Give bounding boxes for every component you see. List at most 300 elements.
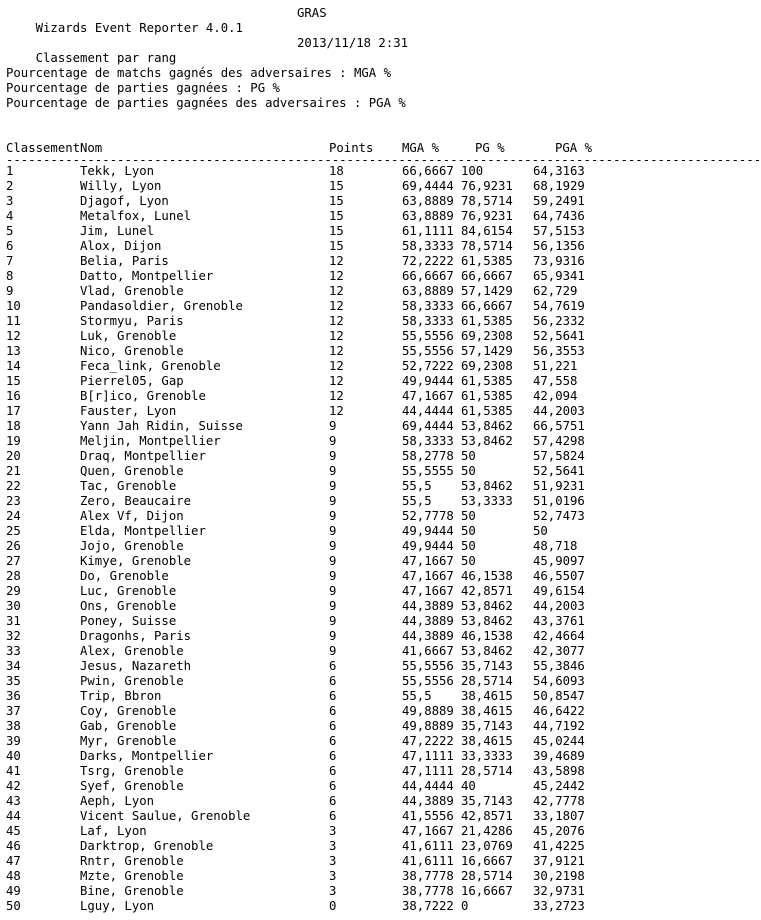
cell-pga: 57,4298 xyxy=(533,434,585,448)
cell-name: Mzte, Grenoble xyxy=(80,869,184,883)
cell-rank: 48 xyxy=(6,869,21,883)
cell-pg: 61,5385 xyxy=(461,254,513,268)
cell-pga: 52,5641 xyxy=(533,329,585,343)
cell-pg: 16,6667 xyxy=(461,854,513,868)
table-row xyxy=(6,734,610,749)
cell-name: Trip, Bbron xyxy=(80,689,162,703)
cell-mga: 66,6667 xyxy=(402,269,454,283)
cell-pga: 49,6154 xyxy=(533,584,585,598)
table-row xyxy=(6,419,610,434)
cell-rank: 50 xyxy=(6,899,21,913)
cell-pg: 35,7143 xyxy=(461,719,513,733)
cell-mga: 44,4444 xyxy=(402,404,454,418)
cell-pg: 61,5385 xyxy=(461,314,513,328)
cell-mga: 44,3889 xyxy=(402,629,454,643)
table-row xyxy=(6,239,610,254)
cell-name: Alex, Grenoble xyxy=(80,644,184,658)
table-row xyxy=(6,659,610,674)
cell-mga: 55,5556 xyxy=(402,659,454,673)
cell-name: Darks, Montpellier xyxy=(80,749,214,763)
cell-points: 6 xyxy=(329,659,337,673)
cell-points: 3 xyxy=(329,884,337,898)
cell-name: Pandasoldier, Grenoble xyxy=(80,299,243,313)
cell-pg: 35,7143 xyxy=(461,794,513,808)
cell-name: Quen, Grenoble xyxy=(80,464,184,478)
cell-rank: 16 xyxy=(6,389,21,403)
legend-line-pg: Pourcentage de parties gagnées : PG % xyxy=(6,81,280,95)
cell-mga: 58,3333 xyxy=(402,239,454,253)
table-row xyxy=(6,614,610,629)
cell-rank: 23 xyxy=(6,494,21,508)
cell-pg: 61,5385 xyxy=(461,404,513,418)
cell-pg: 69,2308 xyxy=(461,359,513,373)
cell-name: Darktrop, Grenoble xyxy=(80,839,214,853)
standings-table-body xyxy=(6,164,610,914)
cell-name: Do, Grenoble xyxy=(80,569,169,583)
subtitle-line xyxy=(6,36,610,65)
cell-rank: 3 xyxy=(6,194,14,208)
cell-rank: 41 xyxy=(6,764,21,778)
cell-rank: 12 xyxy=(6,329,21,343)
cell-rank: 22 xyxy=(6,479,21,493)
cell-pg: 57,1429 xyxy=(461,284,513,298)
cell-mga: 47,2222 xyxy=(402,734,454,748)
cell-points: 15 xyxy=(329,239,344,253)
table-row xyxy=(6,554,610,569)
cell-mga: 38,7222 xyxy=(402,899,454,913)
cell-points: 9 xyxy=(329,434,337,448)
cell-pga: 51,221 xyxy=(533,359,578,373)
cell-mga: 55,5556 xyxy=(402,329,454,343)
cell-points: 3 xyxy=(329,869,337,883)
cell-mga: 55,5 xyxy=(402,494,432,508)
cell-rank: 4 xyxy=(6,209,14,223)
legend-line-pga: Pourcentage de parties gagnées des adversaires : PGA % xyxy=(6,96,406,110)
cell-points: 12 xyxy=(329,389,344,403)
cell-mga: 47,1667 xyxy=(402,389,454,403)
cell-points: 9 xyxy=(329,509,337,523)
header-name: Nom xyxy=(80,141,103,155)
cell-mga: 58,2778 xyxy=(402,449,454,463)
cell-rank: 49 xyxy=(6,884,21,898)
cell-pg: 28,5714 xyxy=(461,674,513,688)
cell-name: Alox, Dijon xyxy=(80,239,162,253)
cell-points: 9 xyxy=(329,614,337,628)
cell-name: Jesus, Nazareth xyxy=(80,659,192,673)
table-row xyxy=(6,164,610,179)
cell-rank: 21 xyxy=(6,464,21,478)
cell-pg: 38,4615 xyxy=(461,689,513,703)
table-row xyxy=(6,344,610,359)
table-row xyxy=(6,719,610,734)
cell-pga: 64,3163 xyxy=(533,164,585,178)
cell-name: Coy, Grenoble xyxy=(80,704,177,718)
cell-rank: 8 xyxy=(6,269,14,283)
cell-name: Aeph, Lyon xyxy=(80,794,155,808)
cell-pga: 56,3553 xyxy=(533,344,585,358)
table-row xyxy=(6,689,610,704)
cell-mga: 49,9444 xyxy=(402,374,454,388)
cell-mga: 72,2222 xyxy=(402,254,454,268)
cell-points: 12 xyxy=(329,404,344,418)
cell-pga: 52,5641 xyxy=(533,464,585,478)
cell-mga: 47,1667 xyxy=(402,584,454,598)
header-points: Points xyxy=(329,141,374,155)
cell-pga: 44,2003 xyxy=(533,404,585,418)
cell-pg: 84,6154 xyxy=(461,224,513,238)
header-pga: PGA % xyxy=(555,141,593,155)
cell-pga: 56,2332 xyxy=(533,314,585,328)
header-rank: Classement xyxy=(6,141,81,155)
cell-mga: 44,3889 xyxy=(402,794,454,808)
cell-rank: 6 xyxy=(6,239,14,253)
cell-points: 15 xyxy=(329,209,344,223)
cell-rank: 18 xyxy=(6,419,21,433)
cell-pg: 50 xyxy=(461,524,476,538)
cell-mga: 58,3333 xyxy=(402,434,454,448)
cell-rank: 15 xyxy=(6,374,21,388)
header-separator: ------------------------------------------------------------------------------------------------------ xyxy=(6,153,761,167)
table-row xyxy=(6,224,610,239)
table-row xyxy=(6,359,610,374)
cell-pga: 54,6093 xyxy=(533,674,585,688)
cell-rank: 35 xyxy=(6,674,21,688)
cell-rank: 32 xyxy=(6,629,21,643)
cell-pg: 66,6667 xyxy=(461,269,513,283)
cell-name: Bine, Grenoble xyxy=(80,884,184,898)
cell-rank: 36 xyxy=(6,689,21,703)
cell-pg: 57,1429 xyxy=(461,344,513,358)
table-row xyxy=(6,644,610,659)
cell-points: 9 xyxy=(329,494,337,508)
cell-rank: 45 xyxy=(6,824,21,838)
cell-pg: 40 xyxy=(461,779,476,793)
cell-rank: 46 xyxy=(6,839,21,853)
cell-mga: 44,3889 xyxy=(402,599,454,613)
cell-pga: 43,3761 xyxy=(533,614,585,628)
cell-rank: 1 xyxy=(6,164,14,178)
cell-rank: 13 xyxy=(6,344,21,358)
table-row xyxy=(6,599,610,614)
cell-rank: 38 xyxy=(6,719,21,733)
cell-pga: 62,729 xyxy=(533,284,578,298)
cell-pg: 53,8462 xyxy=(461,644,513,658)
cell-mga: 55,5 xyxy=(402,479,432,493)
cell-name: Djagof, Lyon xyxy=(80,194,169,208)
cell-rank: 47 xyxy=(6,854,21,868)
cell-pga: 57,5153 xyxy=(533,224,585,238)
cell-points: 18 xyxy=(329,164,344,178)
cell-pga: 55,3846 xyxy=(533,659,585,673)
cell-rank: 9 xyxy=(6,284,14,298)
cell-points: 6 xyxy=(329,674,337,688)
cell-name: Rntr, Grenoble xyxy=(80,854,184,868)
cell-rank: 43 xyxy=(6,794,21,808)
cell-rank: 29 xyxy=(6,584,21,598)
cell-mga: 47,1667 xyxy=(402,554,454,568)
cell-pga: 52,7473 xyxy=(533,509,585,523)
cell-mga: 52,7222 xyxy=(402,359,454,373)
cell-pg: 61,5385 xyxy=(461,374,513,388)
cell-pg: 78,5714 xyxy=(461,194,513,208)
cell-pg: 21,4286 xyxy=(461,824,513,838)
table-row xyxy=(6,284,610,299)
table-row xyxy=(6,569,610,584)
cell-pga: 33,2723 xyxy=(533,899,585,913)
cell-pg: 16,6667 xyxy=(461,884,513,898)
cell-rank: 27 xyxy=(6,554,21,568)
cell-pga: 30,2198 xyxy=(533,869,585,883)
cell-mga: 55,5555 xyxy=(402,464,454,478)
cell-points: 12 xyxy=(329,269,344,283)
cell-rank: 33 xyxy=(6,644,21,658)
cell-name: Laf, Lyon xyxy=(80,824,147,838)
cell-pg: 42,8571 xyxy=(461,809,513,823)
report-timestamp: 2013/11/18 2:31 xyxy=(297,36,409,50)
cell-points: 12 xyxy=(329,284,344,298)
cell-name: Pierrel05, Gap xyxy=(80,374,184,388)
cell-pg: 28,5714 xyxy=(461,869,513,883)
cell-rank: 7 xyxy=(6,254,14,268)
cell-pg: 53,8462 xyxy=(461,419,513,433)
cell-mga: 41,5556 xyxy=(402,809,454,823)
cell-rank: 20 xyxy=(6,449,21,463)
cell-rank: 39 xyxy=(6,734,21,748)
cell-pga: 37,9121 xyxy=(533,854,585,868)
table-row xyxy=(6,374,610,389)
cell-mga: 63,8889 xyxy=(402,284,454,298)
cell-pg: 33,3333 xyxy=(461,749,513,763)
cell-pga: 33,1807 xyxy=(533,809,585,823)
cell-rank: 14 xyxy=(6,359,21,373)
cell-name: Datto, Montpellier xyxy=(80,269,214,283)
table-row xyxy=(6,179,610,194)
event-name: GRAS xyxy=(297,6,327,20)
cell-points: 9 xyxy=(329,524,337,538)
cell-pg: 50 xyxy=(461,539,476,553)
cell-pg: 50 xyxy=(461,554,476,568)
cell-name: Poney, Suisse xyxy=(80,614,177,628)
cell-rank: 37 xyxy=(6,704,21,718)
cell-points: 3 xyxy=(329,824,337,838)
table-row xyxy=(6,539,610,554)
report-page xyxy=(6,6,761,914)
cell-mga: 49,8889 xyxy=(402,704,454,718)
legend-line-mga: Pourcentage de matchs gagnés des adversaires : MGA % xyxy=(6,66,391,80)
cell-pg: 23,0769 xyxy=(461,839,513,853)
app-title-line xyxy=(6,6,610,35)
cell-rank: 11 xyxy=(6,314,21,328)
cell-pga: 66,5751 xyxy=(533,419,585,433)
cell-pg: 50 xyxy=(461,464,476,478)
cell-pga: 45,0244 xyxy=(533,734,585,748)
cell-name: Dragonhs, Paris xyxy=(80,629,192,643)
cell-pga: 41,4225 xyxy=(533,839,585,853)
cell-points: 15 xyxy=(329,224,344,238)
cell-pg: 46,1538 xyxy=(461,569,513,583)
cell-name: Ons, Grenoble xyxy=(80,599,177,613)
cell-points: 3 xyxy=(329,854,337,868)
cell-pg: 69,2308 xyxy=(461,329,513,343)
cell-points: 9 xyxy=(329,629,337,643)
cell-pga: 45,2076 xyxy=(533,824,585,838)
cell-pg: 38,4615 xyxy=(461,734,513,748)
cell-rank: 2 xyxy=(6,179,14,193)
cell-points: 6 xyxy=(329,689,337,703)
cell-name: Luc, Grenoble xyxy=(80,584,177,598)
table-row xyxy=(6,464,610,479)
cell-pga: 42,4664 xyxy=(533,629,585,643)
cell-points: 6 xyxy=(329,719,337,733)
cell-rank: 25 xyxy=(6,524,21,538)
cell-pg: 50 xyxy=(461,509,476,523)
table-row xyxy=(6,824,610,839)
app-name: Wizards Event Reporter 4.0.1 xyxy=(35,21,243,35)
cell-name: Belia, Paris xyxy=(80,254,169,268)
cell-pg: 28,5714 xyxy=(461,764,513,778)
cell-name: Jim, Lunel xyxy=(80,224,155,238)
cell-rank: 26 xyxy=(6,539,21,553)
cell-points: 6 xyxy=(329,749,337,763)
cell-mga: 55,5556 xyxy=(402,344,454,358)
cell-name: Tac, Grenoble xyxy=(80,479,177,493)
cell-points: 9 xyxy=(329,554,337,568)
table-row xyxy=(6,434,610,449)
cell-name: Jojo, Grenoble xyxy=(80,539,184,553)
cell-pga: 32,9731 xyxy=(533,884,585,898)
report-type-label: Classement par rang xyxy=(35,51,177,65)
cell-points: 6 xyxy=(329,794,337,808)
cell-points: 9 xyxy=(329,599,337,613)
cell-pga: 43,5898 xyxy=(533,764,585,778)
cell-mga: 41,6111 xyxy=(402,839,454,853)
cell-mga: 55,5556 xyxy=(402,674,454,688)
cell-pg: 53,8462 xyxy=(461,434,513,448)
table-row xyxy=(6,209,610,224)
cell-mga: 58,3333 xyxy=(402,299,454,313)
cell-name: Myr, Grenoble xyxy=(80,734,177,748)
cell-name: Alex Vf, Dijon xyxy=(80,509,184,523)
cell-pga: 39,4689 xyxy=(533,749,585,763)
cell-pga: 47,558 xyxy=(533,374,578,388)
cell-pga: 65,9341 xyxy=(533,269,585,283)
cell-pg: 100 xyxy=(461,164,484,178)
cell-mga: 61,1111 xyxy=(402,224,454,238)
header-pg: PG % xyxy=(475,141,505,155)
cell-points: 9 xyxy=(329,449,337,463)
cell-mga: 49,8889 xyxy=(402,719,454,733)
cell-points: 12 xyxy=(329,329,344,343)
cell-pga: 44,2003 xyxy=(533,599,585,613)
table-row xyxy=(6,479,610,494)
cell-pg: 0 xyxy=(461,899,469,913)
cell-pg: 78,5714 xyxy=(461,239,513,253)
cell-name: Vicent Saulue, Grenoble xyxy=(80,809,251,823)
cell-mga: 63,8889 xyxy=(402,194,454,208)
table-row xyxy=(6,884,610,899)
cell-pg: 50 xyxy=(461,449,476,463)
cell-name: Feca_link, Grenoble xyxy=(80,359,221,373)
cell-points: 9 xyxy=(329,479,337,493)
table-row xyxy=(6,809,610,824)
cell-points: 15 xyxy=(329,179,344,193)
cell-name: Nico, Grenoble xyxy=(80,344,184,358)
cell-points: 12 xyxy=(329,359,344,373)
table-row xyxy=(6,854,610,869)
cell-mga: 47,1667 xyxy=(402,824,454,838)
table-row xyxy=(6,584,610,599)
cell-name: Willy, Lyon xyxy=(80,179,162,193)
cell-points: 6 xyxy=(329,734,337,748)
cell-pga: 73,9316 xyxy=(533,254,585,268)
header-mga: MGA % xyxy=(402,141,440,155)
cell-pga: 64,7436 xyxy=(533,209,585,223)
cell-points: 6 xyxy=(329,809,337,823)
cell-rank: 28 xyxy=(6,569,21,583)
cell-name: Stormyu, Paris xyxy=(80,314,184,328)
cell-rank: 34 xyxy=(6,659,21,673)
table-row xyxy=(6,794,610,809)
table-row xyxy=(6,404,610,419)
cell-name: Lguy, Lyon xyxy=(80,899,155,913)
cell-name: Gab, Grenoble xyxy=(80,719,177,733)
cell-points: 12 xyxy=(329,299,344,313)
table-row xyxy=(6,839,610,854)
cell-pg: 42,8571 xyxy=(461,584,513,598)
cell-points: 15 xyxy=(329,194,344,208)
cell-points: 9 xyxy=(329,464,337,478)
table-row xyxy=(6,254,610,269)
cell-mga: 38,7778 xyxy=(402,884,454,898)
cell-rank: 17 xyxy=(6,404,21,418)
table-header xyxy=(6,141,610,156)
table-row xyxy=(6,494,610,509)
cell-pg: 53,3333 xyxy=(461,494,513,508)
cell-rank: 24 xyxy=(6,509,21,523)
cell-points: 6 xyxy=(329,779,337,793)
spacer xyxy=(6,126,610,141)
table-row xyxy=(6,749,610,764)
cell-name: Fauster, Lyon xyxy=(80,404,177,418)
table-row xyxy=(6,194,610,209)
cell-rank: 44 xyxy=(6,809,21,823)
cell-points: 6 xyxy=(329,704,337,718)
cell-name: Draq, Montpellier xyxy=(80,449,206,463)
cell-points: 0 xyxy=(329,899,337,913)
table-row xyxy=(6,869,610,884)
cell-mga: 63,8889 xyxy=(402,209,454,223)
cell-points: 9 xyxy=(329,539,337,553)
cell-mga: 47,1111 xyxy=(402,764,454,778)
table-row xyxy=(6,314,610,329)
cell-pga: 50 xyxy=(533,524,548,538)
cell-mga: 44,3889 xyxy=(402,614,454,628)
cell-rank: 19 xyxy=(6,434,21,448)
table-row xyxy=(6,524,610,539)
cell-pga: 56,1356 xyxy=(533,239,585,253)
cell-pga: 45,2442 xyxy=(533,779,585,793)
cell-pga: 54,7619 xyxy=(533,299,585,313)
cell-pga: 42,3077 xyxy=(533,644,585,658)
cell-name: Pwin, Grenoble xyxy=(80,674,184,688)
cell-points: 9 xyxy=(329,644,337,658)
cell-mga: 47,1667 xyxy=(402,569,454,583)
table-row xyxy=(6,509,610,524)
cell-pg: 53,8462 xyxy=(461,599,513,613)
cell-pg: 61,5385 xyxy=(461,389,513,403)
cell-pg: 53,8462 xyxy=(461,614,513,628)
cell-pga: 51,9231 xyxy=(533,479,585,493)
